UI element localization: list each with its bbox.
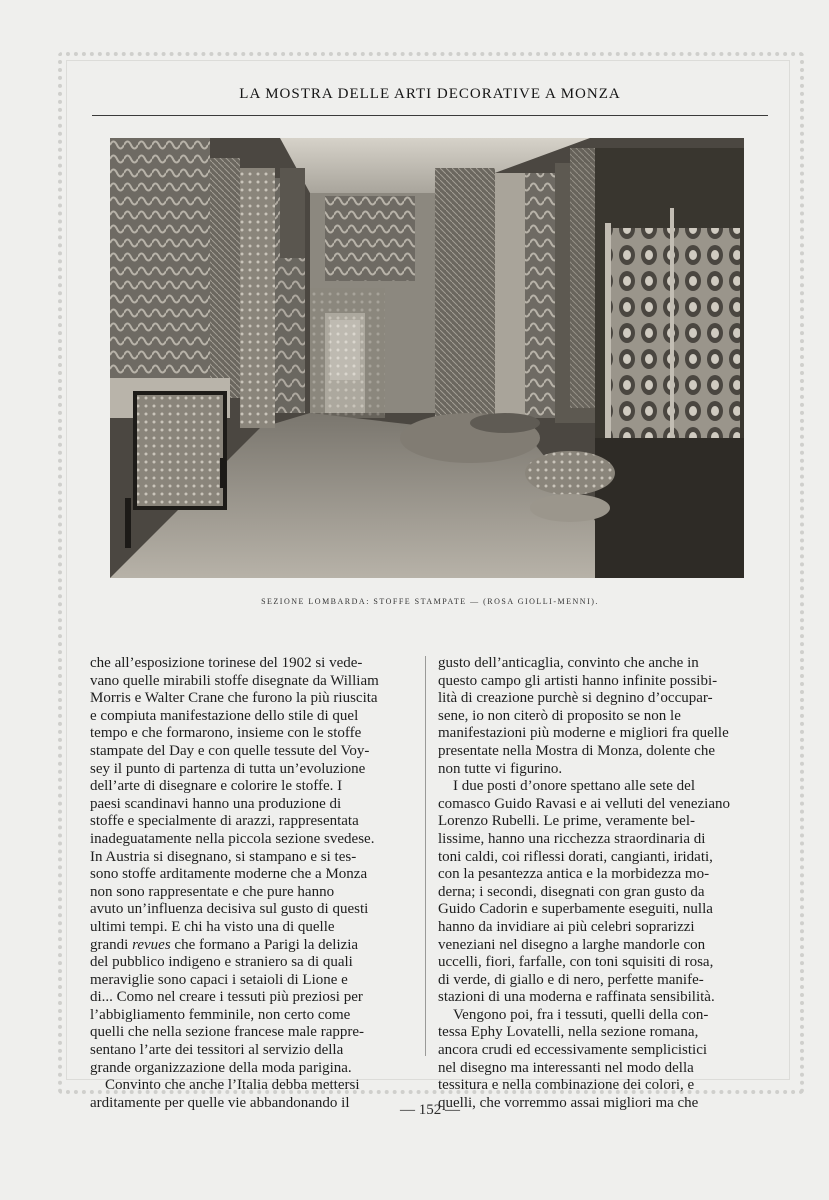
text-column-left [90,655,416,1112]
body-line: non tutte vi figurino. [438,760,563,777]
body-line: ultimi tempi. E chi ha visto una di quelle [90,918,335,935]
body-line: sey il punto di partenza di tutta un’evoluzione [90,760,366,777]
text-column-right [438,655,764,1112]
body-line: inadeguatamente nella piccola sezione svedese. [90,830,375,847]
body-line: In Austria si disegnano, si stampano e si tes- [90,848,357,865]
body-line: e compiuta manifestazione dello stile di quel [90,707,359,724]
page-number: — 152 — [400,1102,460,1118]
body-line: veneziani nel disegno a larghe mandorle con [438,936,706,953]
body-line: stoffe e specialmente di arazzi, rappresentata [90,813,359,830]
body-line: Vengono poi, fra i tessuti, quelli della con- [453,1006,709,1023]
body-line: derna; i secondi, disegnati con gran gusto da [438,883,705,900]
body-line: stazioni di una moderna e raffinata sensibilità. [438,989,715,1006]
body-line: meraviglie sono capaci i setaioli di Lione e [90,971,348,988]
body-line: Morris e Walter Crane che furono la più riuscita [90,690,378,707]
body-line: toni caldi, coi riflessi dorati, cangianti, iridati, [438,848,713,865]
body-line: comasco Guido Ravasi e ai velluti del veneziano [438,795,730,812]
body-line: che all’esposizione torinese del 1902 si vede- [90,655,363,671]
body-line: presentate nella Mostra di Monza, dolente che [438,742,715,759]
body-line: non sono rappresentate e che pure hanno [90,883,335,900]
body-line: tempo e che formarono, insieme con le stoffe [90,725,362,742]
body-line: del pubblico indigeno e straniero sa di quali [90,954,353,971]
body-line: uccelli, fiori, farfalle, con toni squisiti di rosa, [438,954,714,971]
body-line: manifestazioni più moderne e migliori fra quelle [438,725,729,742]
body-line: di... Como nel creare i tessuti più preziosi per [90,989,363,1006]
body-line: grande organizzazione della moda parigina. [90,1059,352,1076]
body-line [90,937,416,955]
body-line: nel disegno ma interessanti nel modo della [438,1059,694,1076]
body-line: dell’arte di disegnare e colorire le stoffe. I [90,778,343,795]
body-line: sentano l’arte dei tessitori al servizio della [90,1042,344,1059]
body-line: avuto un’influenza decisiva sul gusto di questi [90,901,369,918]
body-line: gusto dell’anticaglia, convinto che anche in [438,655,699,671]
body-line: lissime, hanno una ricchezza straordinaria di [438,830,706,847]
body-line: tessa Ephy Lovatelli, nella sezione romana, [438,1024,699,1041]
body-line: quelli che nella sezione francese male rappre- [90,1024,365,1041]
body-line: quelli, che vorremmo assai migliori ma che [438,1094,699,1111]
body-text: che formano a Parigi la delizia [170,936,359,953]
header-rule [92,115,768,116]
figure-caption: SEZIONE LOMBARDA: STOFFE STAMPATE — (ROSA GIOLLI-MENNI). [261,597,599,606]
body-line: di verde, di giallo e di nero, perfette manife- [438,971,704,988]
body-line: sono stoffe arditamente moderne che a Monza [90,866,368,883]
body-line: questo campo gli artisti hanno infinite possibi- [438,672,718,689]
body-line: l’abbigliamento femminile, non certo come [90,1006,351,1023]
body-line: Guido Cadorin e superbamente eseguiti, nulla [438,901,713,918]
body-line: vano quelle mirabili stoffe disegnate da William [90,672,379,689]
body-line: con la pesantezza antica e la morbidezza mo- [438,866,710,883]
exhibition-photo [110,138,744,578]
body-line: lità di creazione purchè si degnino d’occupar- [438,690,713,707]
body-line: hanno da invidiare ai più celebri soprarizzi [438,918,695,935]
body-line: Convinto che anche l’Italia debba mettersi [105,1077,360,1094]
body-line: ancora crudi ed eccessivamente semplicistici [438,1042,708,1059]
body-line: tessitura e nella combinazione dei colori, e [438,1077,695,1094]
body-line: I due posti d’onore spettano alle sete del [453,778,696,795]
italic-word: revues [132,936,171,953]
running-title: LA MOSTRA DELLE ARTI DECORATIVE A MONZA [239,86,621,102]
body-text: grandi [90,936,133,953]
body-line: paesi scandinavi hanno una produzione di [90,795,342,812]
body-line: Lorenzo Rubelli. Le prime, veramente bel- [438,813,695,830]
body-line: stampate del Day e con quelle tessute del Voy- [90,742,370,759]
body-line: arditamente per quelle vie abbandonando il [90,1094,350,1111]
body-line: sene, io non citerò di proposito se non le [438,707,681,724]
column-rule [425,656,426,1056]
